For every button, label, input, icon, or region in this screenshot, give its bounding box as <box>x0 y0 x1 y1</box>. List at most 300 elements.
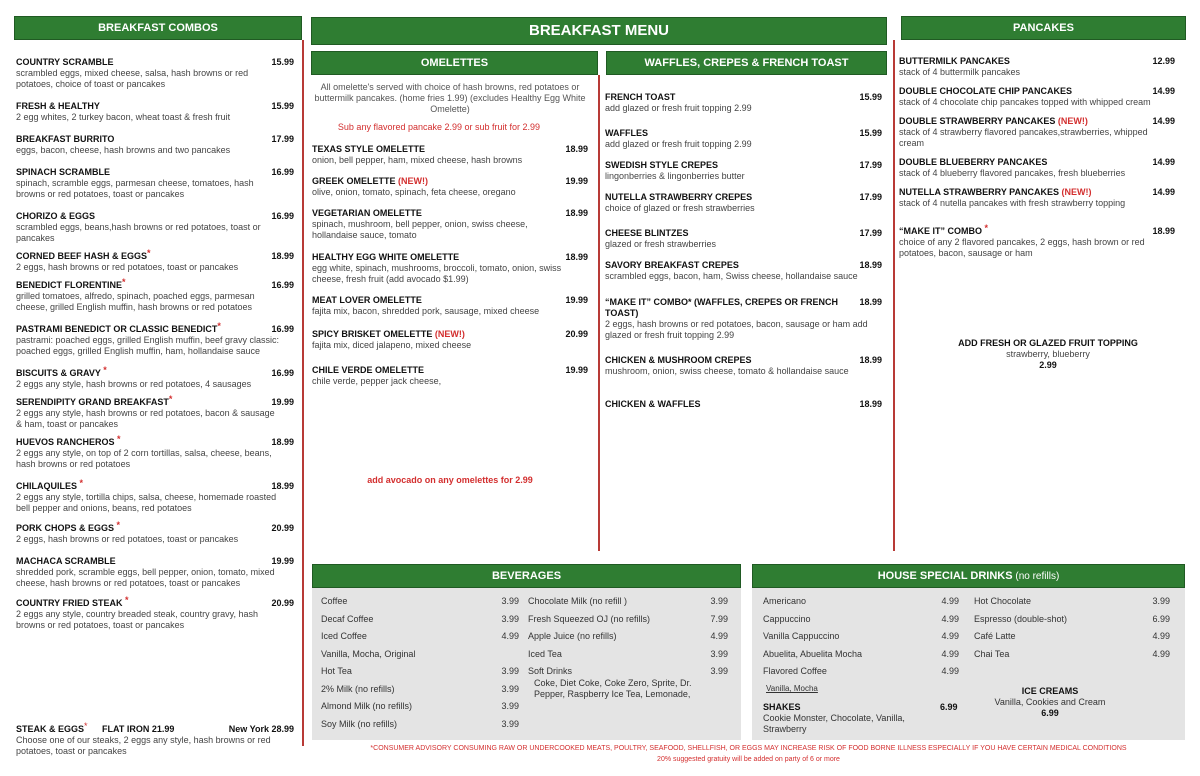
menu-item <box>312 295 588 317</box>
menu-item-desc: choice of glazed or fresh strawberries <box>605 203 755 213</box>
beverage-price: 3.99 <box>1152 596 1170 606</box>
topping-price: 2.99 <box>1039 360 1057 370</box>
beverage-name: Vanilla, Mocha, Original <box>321 648 416 659</box>
menu-item-name-text: SPICY BRISKET OMELETTE <box>312 329 433 339</box>
menu-item <box>16 167 294 200</box>
menu-item-name <box>312 295 588 306</box>
menu-item-desc: glazed or fresh strawberries <box>605 239 717 249</box>
beverage-name: Iced Tea <box>528 648 562 659</box>
waffles-header: WAFFLES, CREPES & FRENCH TOAST <box>606 51 887 75</box>
shakes-title: SHAKES <box>763 702 801 712</box>
beverage-price: 7.99 <box>710 613 728 624</box>
beverage-row <box>321 701 519 712</box>
beverage-name: Hot Tea <box>321 666 352 676</box>
steak-desc: Choose one of our steaks, 2 eggs any style, hash browns or red potatoes, toast or pancakes <box>16 735 271 756</box>
menu-item-price: 18.99 <box>271 437 294 447</box>
menu-item-desc: scrambled eggs, mixed cheese, salsa, hash browns or red potatoes, choice of toast or pancakes <box>16 68 249 89</box>
beverage-price: 4.99 <box>941 666 959 676</box>
menu-item-star: * <box>114 520 121 530</box>
menu-item-desc: add glazed or fresh fruit topping 2.99 <box>605 139 752 149</box>
pancakes-list <box>899 56 1175 267</box>
menu-item-desc: olive, onion, tomato, spinach, feta cheese, oregano <box>312 187 516 197</box>
menu-item-price: 14.99 <box>1152 86 1175 96</box>
menu-item-price: 15.99 <box>271 101 294 111</box>
beverage-name: 2% Milk (no refills) <box>321 683 395 694</box>
menu-item-name-text: NUTELLA STRAWBERRY PANCAKES <box>899 187 1060 197</box>
menu-item <box>16 595 294 631</box>
steak-new-york-price: New York 28.99 <box>228 724 294 734</box>
topping-title: ADD FRESH OR GLAZED FRUIT TOPPING <box>958 338 1138 348</box>
menu-item-name-text: MACHACA SCRAMBLE <box>16 556 116 566</box>
breakfast-combos-header: BREAKFAST COMBOS <box>14 16 302 40</box>
menu-item-desc: spinach, mushroom, bell pepper, onion, swiss cheese, hollandaise sauce, tomato <box>312 219 528 240</box>
menu-item-desc: choice of any 2 flavored pancakes, 2 eggs, hash brown or red potatoes, bacon, sausage or ham <box>899 237 1145 258</box>
menu-item-name-text: HEALTHY EGG WHITE OMELETTE <box>312 252 460 262</box>
gratuity-note: 20% suggested gratuity will be added on party of 6 or more <box>657 756 840 763</box>
menu-item-price: 16.99 <box>271 167 294 177</box>
ice-creams-block <box>980 686 1120 719</box>
menu-item-star: * <box>147 248 151 258</box>
menu-item-price: 20.99 <box>565 329 588 339</box>
menu-item-name-text: WAFFLES <box>605 128 648 138</box>
menu-item-name-text: SWEDISH STYLE CREPES <box>605 160 719 170</box>
waffles-list <box>605 92 882 410</box>
center-divider <box>598 75 600 551</box>
menu-item-name-text: CHILE VERDE OMELETTE <box>312 365 425 375</box>
menu-item <box>899 56 1175 78</box>
menu-item-price: 15.99 <box>271 57 294 67</box>
beverage-row <box>763 614 959 625</box>
menu-item-price: 14.99 <box>1152 116 1175 126</box>
menu-item <box>605 92 882 114</box>
menu-item <box>605 228 882 250</box>
menu-item-price: 19.99 <box>271 397 294 407</box>
beverage-price: 6.99 <box>1152 613 1170 624</box>
menu-item-desc: 2 eggs any style, tortilla chips, salsa, cheese, homemade roasted bell pepper and onions, beans, red potatoes <box>16 492 277 513</box>
menu-item-name-text: TEXAS STYLE OMELETTE <box>312 144 426 154</box>
menu-item-price: 16.99 <box>271 368 294 378</box>
menu-item-name <box>605 228 882 239</box>
beverage-row <box>321 596 519 607</box>
menu-item-price: 19.99 <box>565 176 588 186</box>
menu-item <box>312 365 588 387</box>
menu-item-name <box>899 56 1175 67</box>
soft-drinks-desc: Coke, Diet Coke, Coke Zero, Sprite, Dr. Pepper, Raspberry Ice Tea, Lemonade, <box>534 678 692 699</box>
menu-item-price: 17.99 <box>859 192 882 202</box>
menu-item-desc: chile verde, pepper jack cheese, <box>312 376 442 386</box>
menu-item <box>312 252 588 285</box>
menu-item-star: * <box>217 321 221 331</box>
menu-item-desc: scrambled eggs, bacon, ham, Swiss cheese, hollandaise sauce <box>605 271 858 281</box>
menu-item-name-text: FRENCH TOAST <box>605 92 676 102</box>
beverage-price: 4.99 <box>941 596 959 606</box>
beverage-price: 3.99 <box>501 596 519 606</box>
menu-item-name-text: CHICKEN & MUSHROOM CREPES <box>605 355 752 365</box>
beverage-row <box>763 596 959 607</box>
beverage-name: Soy Milk (no refills) <box>321 718 398 729</box>
menu-item <box>16 520 294 545</box>
beverage-row <box>763 666 959 677</box>
menu-item-desc: egg white, spinach, mushrooms, broccoli, tomato, onion, swiss cheese, fresh fruit (add avocado $1.99) <box>312 263 562 284</box>
menu-item <box>16 556 294 589</box>
beverage-row <box>974 596 1170 607</box>
menu-item-name-text: “MAKE IT” COMBO* (WAFFLES, CREPES OR FRENCH TOAST) <box>605 297 839 318</box>
beverage-price: 4.99 <box>941 613 959 624</box>
menu-item-desc: 2 eggs any style, on top of 2 corn tortillas, salsa, cheese, beans, hash browns or red potatoes <box>16 448 272 469</box>
beverage-name: Apple Juice (no refills) <box>528 631 617 641</box>
menu-item-name <box>899 187 1175 198</box>
beverage-row <box>763 631 959 642</box>
menu-item <box>16 57 294 90</box>
menu-item-name <box>16 211 294 222</box>
menu-item-name <box>16 394 294 408</box>
menu-item-name <box>16 556 294 567</box>
menu-item-price: 12.99 <box>1152 56 1175 66</box>
menu-item-name <box>16 248 294 262</box>
beverage-name: Abuelita, Abuelita Mocha <box>763 648 863 659</box>
beverage-price: 3.99 <box>710 666 728 676</box>
menu-item <box>16 248 294 273</box>
menu-item <box>16 478 294 514</box>
menu-item-name-text: GREEK OMELETTE <box>312 176 396 186</box>
ice-creams-title: ICE CREAMS <box>1021 686 1079 696</box>
menu-item <box>16 101 294 123</box>
beverage-price: 3.99 <box>501 683 519 694</box>
menu-item-desc: stack of 4 strawberry flavored pancakes,strawberries, whipped cream <box>899 127 1148 148</box>
menu-item-name <box>312 329 588 340</box>
menu-item-desc: stack of 4 chocolate chip pancakes topped with whipped cream <box>899 97 1151 107</box>
beverage-price: 4.99 <box>941 631 959 641</box>
beverage-row <box>974 631 1170 642</box>
menu-item-name <box>899 116 1175 127</box>
menu-item-name <box>605 297 882 319</box>
beverage-row <box>528 631 728 642</box>
menu-item-name-text: BISCUITS & GRAVY <box>16 368 101 378</box>
menu-item <box>605 160 882 182</box>
menu-item-star: * <box>77 478 84 488</box>
menu-item-name-text: CHEESE BLINTZES <box>605 228 689 238</box>
menu-item-price: 17.99 <box>859 228 882 238</box>
menu-item <box>605 355 882 377</box>
shakes-price: 6.99 <box>940 702 958 712</box>
menu-item-price: 19.99 <box>565 365 588 375</box>
menu-item-desc: fajita mix, diced jalapeno, mixed cheese <box>312 340 472 350</box>
menu-item-desc: 2 eggs, hash browns or red potatoes, bacon, sausage or ham add glazed or fresh fruit topping 2.99 <box>605 319 868 340</box>
menu-item-price: 18.99 <box>565 208 588 218</box>
new-badge: (NEW!) <box>395 176 429 186</box>
menu-item-name-text: SAVORY BREAKFAST CREPES <box>605 260 739 270</box>
ice-creams-desc: Vanilla, Cookies and Cream <box>994 697 1106 707</box>
beverage-row <box>528 614 728 625</box>
beverage-name: Café Latte <box>974 631 1016 641</box>
menu-item-price: 19.99 <box>565 295 588 305</box>
menu-item <box>312 329 588 351</box>
menu-item <box>605 128 882 150</box>
beverage-price: 4.99 <box>941 648 959 659</box>
menu-item-name <box>899 157 1175 168</box>
menu-item-desc: spinach, scramble eggs, parmesan cheese, tomatoes, hash browns or red potatoes, toast or pancakes <box>16 178 254 199</box>
beverage-row <box>321 649 519 660</box>
shakes-desc: Cookie Monster, Chocolate, Vanilla, Strawberry <box>763 713 905 734</box>
menu-item-price: 16.99 <box>271 211 294 221</box>
menu-item-desc: stack of 4 blueberry flavored pancakes, fresh blueberries <box>899 168 1126 178</box>
beverage-row <box>321 666 519 677</box>
menu-item-name-text: CHORIZO & EGGS <box>16 211 96 221</box>
beverage-row <box>974 649 1170 660</box>
page-title: BREAKFAST MENU <box>311 17 887 45</box>
menu-item-name <box>16 520 294 534</box>
menu-item-name <box>16 321 294 335</box>
menu-item-price: 16.99 <box>271 324 294 334</box>
menu-item-desc: mushroom, onion, swiss cheese, tomato & hollandaise sauce <box>605 366 849 376</box>
menu-item-price: 18.99 <box>565 144 588 154</box>
menu-item-name <box>899 223 1175 237</box>
menu-item <box>312 208 588 241</box>
menu-item-desc: pastrami: poached eggs, grilled English muffin, beef gravy classic: poached eggs, grilled English muffin, ham, hollandaise sauce <box>16 335 279 356</box>
beverage-name: Coffee <box>321 596 348 606</box>
menu-item-price: 18.99 <box>565 252 588 262</box>
menu-item-name-text: BREAKFAST BURRITO <box>16 134 115 144</box>
steak-star: * <box>84 721 88 731</box>
menu-item-desc: lingonberries & lingonberries butter <box>605 171 745 181</box>
new-badge: (NEW!) <box>1055 116 1088 126</box>
menu-item-price: 18.99 <box>859 399 882 409</box>
menu-item-name <box>605 399 882 410</box>
menu-item-desc: fajita mix, bacon, shredded pork, sausage, mixed cheese <box>312 306 540 316</box>
menu-item <box>899 157 1175 179</box>
menu-item-price: 20.99 <box>271 523 294 533</box>
menu-item-price: 18.99 <box>1152 226 1175 236</box>
menu-item-desc: 2 eggs any style, hash browns or red potatoes, 4 sausages <box>16 379 252 389</box>
menu-item <box>16 365 294 390</box>
avocado-note: add avocado on any omelettes for 2.99 <box>367 475 533 485</box>
menu-item-name-text: PORK CHOPS & EGGS <box>16 523 115 533</box>
menu-item-name-text: SPINACH SCRAMBLE <box>16 167 111 177</box>
menu-item-desc: onion, bell pepper, ham, mixed cheese, hash browns <box>312 155 523 165</box>
beverage-name: Hot Chocolate <box>974 596 1032 606</box>
beverage-name: Espresso (double-shot) <box>974 613 1068 624</box>
menu-item-name-text: PASTRAMI BENEDICT OR CLASSIC BENEDICT <box>16 324 218 334</box>
new-badge: (NEW!) <box>432 329 465 339</box>
menu-item <box>899 223 1175 259</box>
menu-item-name-text: CHICKEN & WAFFLES <box>605 399 701 409</box>
menu-item-price: 14.99 <box>1152 157 1175 167</box>
beverage-name: Soft Drinks <box>528 666 573 676</box>
beverage-name: Americano <box>763 596 807 606</box>
beverage-price: 3.99 <box>501 701 519 711</box>
menu-item-desc: grilled tomatoes, alfredo, spinach, poached eggs, parmesan cheese, grilled English muffin, hash browns or red potatoes <box>16 291 255 312</box>
beverage-row <box>528 649 728 660</box>
beverage-price: 3.99 <box>501 718 519 729</box>
menu-item-name <box>16 101 294 112</box>
beverages-header: BEVERAGES <box>312 564 741 588</box>
ice-creams-price: 6.99 <box>1041 708 1059 718</box>
menu-item <box>16 277 294 313</box>
menu-item-desc: 2 egg whites, 2 turkey bacon, wheat toast & fresh fruit <box>16 112 231 122</box>
menu-item-desc: 2 eggs, hash browns or red potatoes, toast or pancakes <box>16 534 239 544</box>
menu-item-name <box>16 57 294 68</box>
beverage-price: 4.99 <box>1152 648 1170 659</box>
breakfast-combos-list <box>16 57 294 642</box>
beverage-name: Decaf Coffee <box>321 613 374 624</box>
house-drinks-title: HOUSE SPECIAL DRINKS <box>877 570 1013 582</box>
menu-item-price: 17.99 <box>859 160 882 170</box>
beverage-price: 3.99 <box>710 648 728 659</box>
menu-item-name-text: DOUBLE STRAWBERRY PANCAKES <box>899 116 1056 126</box>
menu-item-name <box>312 176 588 187</box>
omelettes-list <box>312 144 588 397</box>
beverage-row <box>321 684 519 695</box>
menu-item-name <box>16 277 294 291</box>
menu-item <box>16 434 294 470</box>
menu-item-name-text: DOUBLE BLUEBERRY PANCAKES <box>899 157 1048 167</box>
menu-item-price: 18.99 <box>859 260 882 270</box>
menu-item-desc: stack of 4 nutella pancakes with fresh strawberry topping <box>899 198 1126 208</box>
menu-item-name <box>16 167 294 178</box>
menu-item-star: * <box>122 277 126 287</box>
menu-item-name-text: CHILAQUILES <box>16 481 78 491</box>
menu-item-name-text: MEAT LOVER OMELETTE <box>312 295 422 305</box>
menu-item-price: 17.99 <box>271 134 294 144</box>
menu-item-desc: scrambled eggs, beans,hash browns or red potatoes, toast or pancakes <box>16 222 261 243</box>
menu-item-name-text: DOUBLE CHOCOLATE CHIP PANCAKES <box>899 86 1073 96</box>
menu-item-name <box>899 86 1175 97</box>
beverage-row <box>528 666 728 677</box>
beverage-price: 4.99 <box>710 631 728 641</box>
menu-item-star: * <box>122 595 129 605</box>
menu-item <box>16 394 294 430</box>
menu-item-name <box>16 595 294 609</box>
beverage-name: Flavored Coffee <box>763 666 827 676</box>
menu-item <box>899 116 1175 149</box>
steak-flat-iron-price: FLAT IRON 21.99 <box>102 724 175 734</box>
topping-block <box>940 338 1156 371</box>
beverage-row <box>528 596 728 607</box>
beverage-price: 4.99 <box>1152 631 1170 641</box>
menu-item-name-text: HUEVOS RANCHEROS <box>16 437 115 447</box>
menu-item-price: 20.99 <box>271 598 294 608</box>
menu-item-star: * <box>168 394 173 404</box>
beverage-name: Chocolate Milk (no refill ) <box>528 596 628 606</box>
menu-item-name <box>312 208 588 219</box>
menu-item-name <box>605 128 882 139</box>
flavored-coffee-sub: Vanilla, Mocha <box>766 684 818 693</box>
beverage-row <box>763 649 959 660</box>
menu-item-name <box>605 260 882 271</box>
menu-item-price: 19.99 <box>271 556 294 566</box>
menu-item-name <box>16 134 294 145</box>
menu-item-price: 18.99 <box>271 251 294 261</box>
beverage-row <box>974 614 1170 625</box>
menu-item-name-text: COUNTRY FRIED STEAK <box>16 598 123 608</box>
menu-item-star: * <box>982 223 989 233</box>
menu-item-price: 15.99 <box>859 92 882 102</box>
beverage-name: Iced Coffee <box>321 631 367 641</box>
menu-item-desc: add glazed or fresh fruit topping 2.99 <box>605 103 752 113</box>
menu-item-name <box>16 478 294 492</box>
menu-item <box>605 399 882 410</box>
menu-item <box>605 260 882 282</box>
menu-item <box>899 187 1175 209</box>
menu-item-star: * <box>114 434 121 444</box>
menu-item-price: 18.99 <box>859 297 882 307</box>
menu-item-price: 18.99 <box>859 355 882 365</box>
menu-item-name <box>605 92 882 103</box>
beverage-name: Almond Milk (no refills) <box>321 701 413 711</box>
menu-item-name <box>605 192 882 203</box>
menu-item-name <box>312 252 588 263</box>
menu-item-name-text: CORNED BEEF HASH & EGGS <box>16 251 148 261</box>
steak-and-eggs-item <box>16 721 294 757</box>
omelettes-intro: All omelette's served with choice of hash browns, red potatoes or buttermilk pancakes. (home fries 1.99) (excludes Healthy Egg White Omelette) <box>314 82 586 114</box>
menu-item-price: 14.99 <box>1152 187 1175 197</box>
beverage-name: Vanilla Cappuccino <box>763 631 840 641</box>
menu-item-desc: shredded pork, scramble eggs, bell pepper, onion, tomato, mixed cheese, hash browns or red potatoes, toast or pancakes <box>16 567 275 588</box>
menu-item-name-text: BUTTERMILK PANCAKES <box>899 56 1010 66</box>
menu-item-name-text: COUNTRY SCRAMBLE <box>16 57 114 67</box>
menu-item-desc: 2 eggs any style, country breaded steak, country gravy, hash browns or red potatoes, toast or pancakes <box>16 609 258 630</box>
house-drinks-header <box>752 564 1185 588</box>
menu-item-price: 15.99 <box>859 128 882 138</box>
menu-item <box>899 86 1175 108</box>
menu-item <box>605 297 882 341</box>
menu-item-name-text: FRESH & HEALTHY <box>16 101 100 111</box>
pancakes-header: PANCAKES <box>901 16 1186 40</box>
menu-item <box>605 192 882 214</box>
new-badge: (NEW!) <box>1059 187 1092 197</box>
topping-desc: strawberry, blueberry <box>1006 349 1090 359</box>
beverage-price: 3.99 <box>710 596 728 606</box>
menu-item-desc: 2 eggs, hash browns or red potatoes, toast or pancakes <box>16 262 239 272</box>
menu-item <box>16 321 294 357</box>
right-divider <box>893 40 895 551</box>
menu-item-name-text: “MAKE IT” COMBO <box>899 226 982 236</box>
beverage-price: 3.99 <box>501 613 519 624</box>
steak-name: STEAK & EGGS <box>16 724 85 734</box>
menu-item-price: 18.99 <box>271 481 294 491</box>
beverage-name: Cappuccino <box>763 613 811 624</box>
consumer-advisory: *CONSUMER ADVISORY CONSUMING RAW OR UNDERCOOKED MEATS, POULTRY, SEAFOOD, SHELLFISH, OR EGGS MAY INCREASE RISK OF FOOD BORNE ILLNESS ESPECIALLY IF YOU HAVE CERTAIN MEDICAL CONDITIONS <box>370 745 1127 752</box>
menu-item-name <box>605 160 882 171</box>
menu-item <box>16 134 294 156</box>
beverage-price: 4.99 <box>501 631 519 641</box>
menu-item-name <box>16 434 294 448</box>
omelettes-sub-note: Sub any flavored pancake 2.99 or sub fruit for 2.99 <box>337 122 541 132</box>
menu-item-name <box>16 365 294 379</box>
menu-item-name-text: BENEDICT FLORENTINE <box>16 280 123 290</box>
menu-item <box>16 211 294 244</box>
menu-item-desc: stack of 4 buttermilk pancakes <box>899 67 1021 77</box>
menu-item-name-text: VEGETARIAN OMELETTE <box>312 208 422 218</box>
menu-item <box>312 144 588 166</box>
menu-item-name-text: NUTELLA STRAWBERRY CREPES <box>605 192 753 202</box>
house-drinks-note: (no refills) <box>1012 571 1060 582</box>
left-divider <box>302 40 304 746</box>
beverage-row <box>321 614 519 625</box>
menu-item-name <box>605 355 882 366</box>
menu-item-price: 16.99 <box>271 280 294 290</box>
beverage-price: 3.99 <box>501 666 519 676</box>
beverage-name: Chai Tea <box>974 648 1010 659</box>
menu-item-star: * <box>100 365 107 375</box>
menu-item <box>312 176 588 198</box>
menu-item-desc: eggs, bacon, cheese, hash browns and two pancakes <box>16 145 231 155</box>
beverage-row <box>321 631 519 642</box>
menu-item-name <box>312 144 588 155</box>
menu-item-name-text: SERENDIPITY GRAND BREAKFAST <box>16 397 169 407</box>
beverage-name: Fresh Squeezed OJ (no refills) <box>528 613 651 624</box>
menu-item-desc: 2 eggs any style, hash browns or red potatoes, bacon & sausage & ham, toast or pancakes <box>16 408 275 429</box>
